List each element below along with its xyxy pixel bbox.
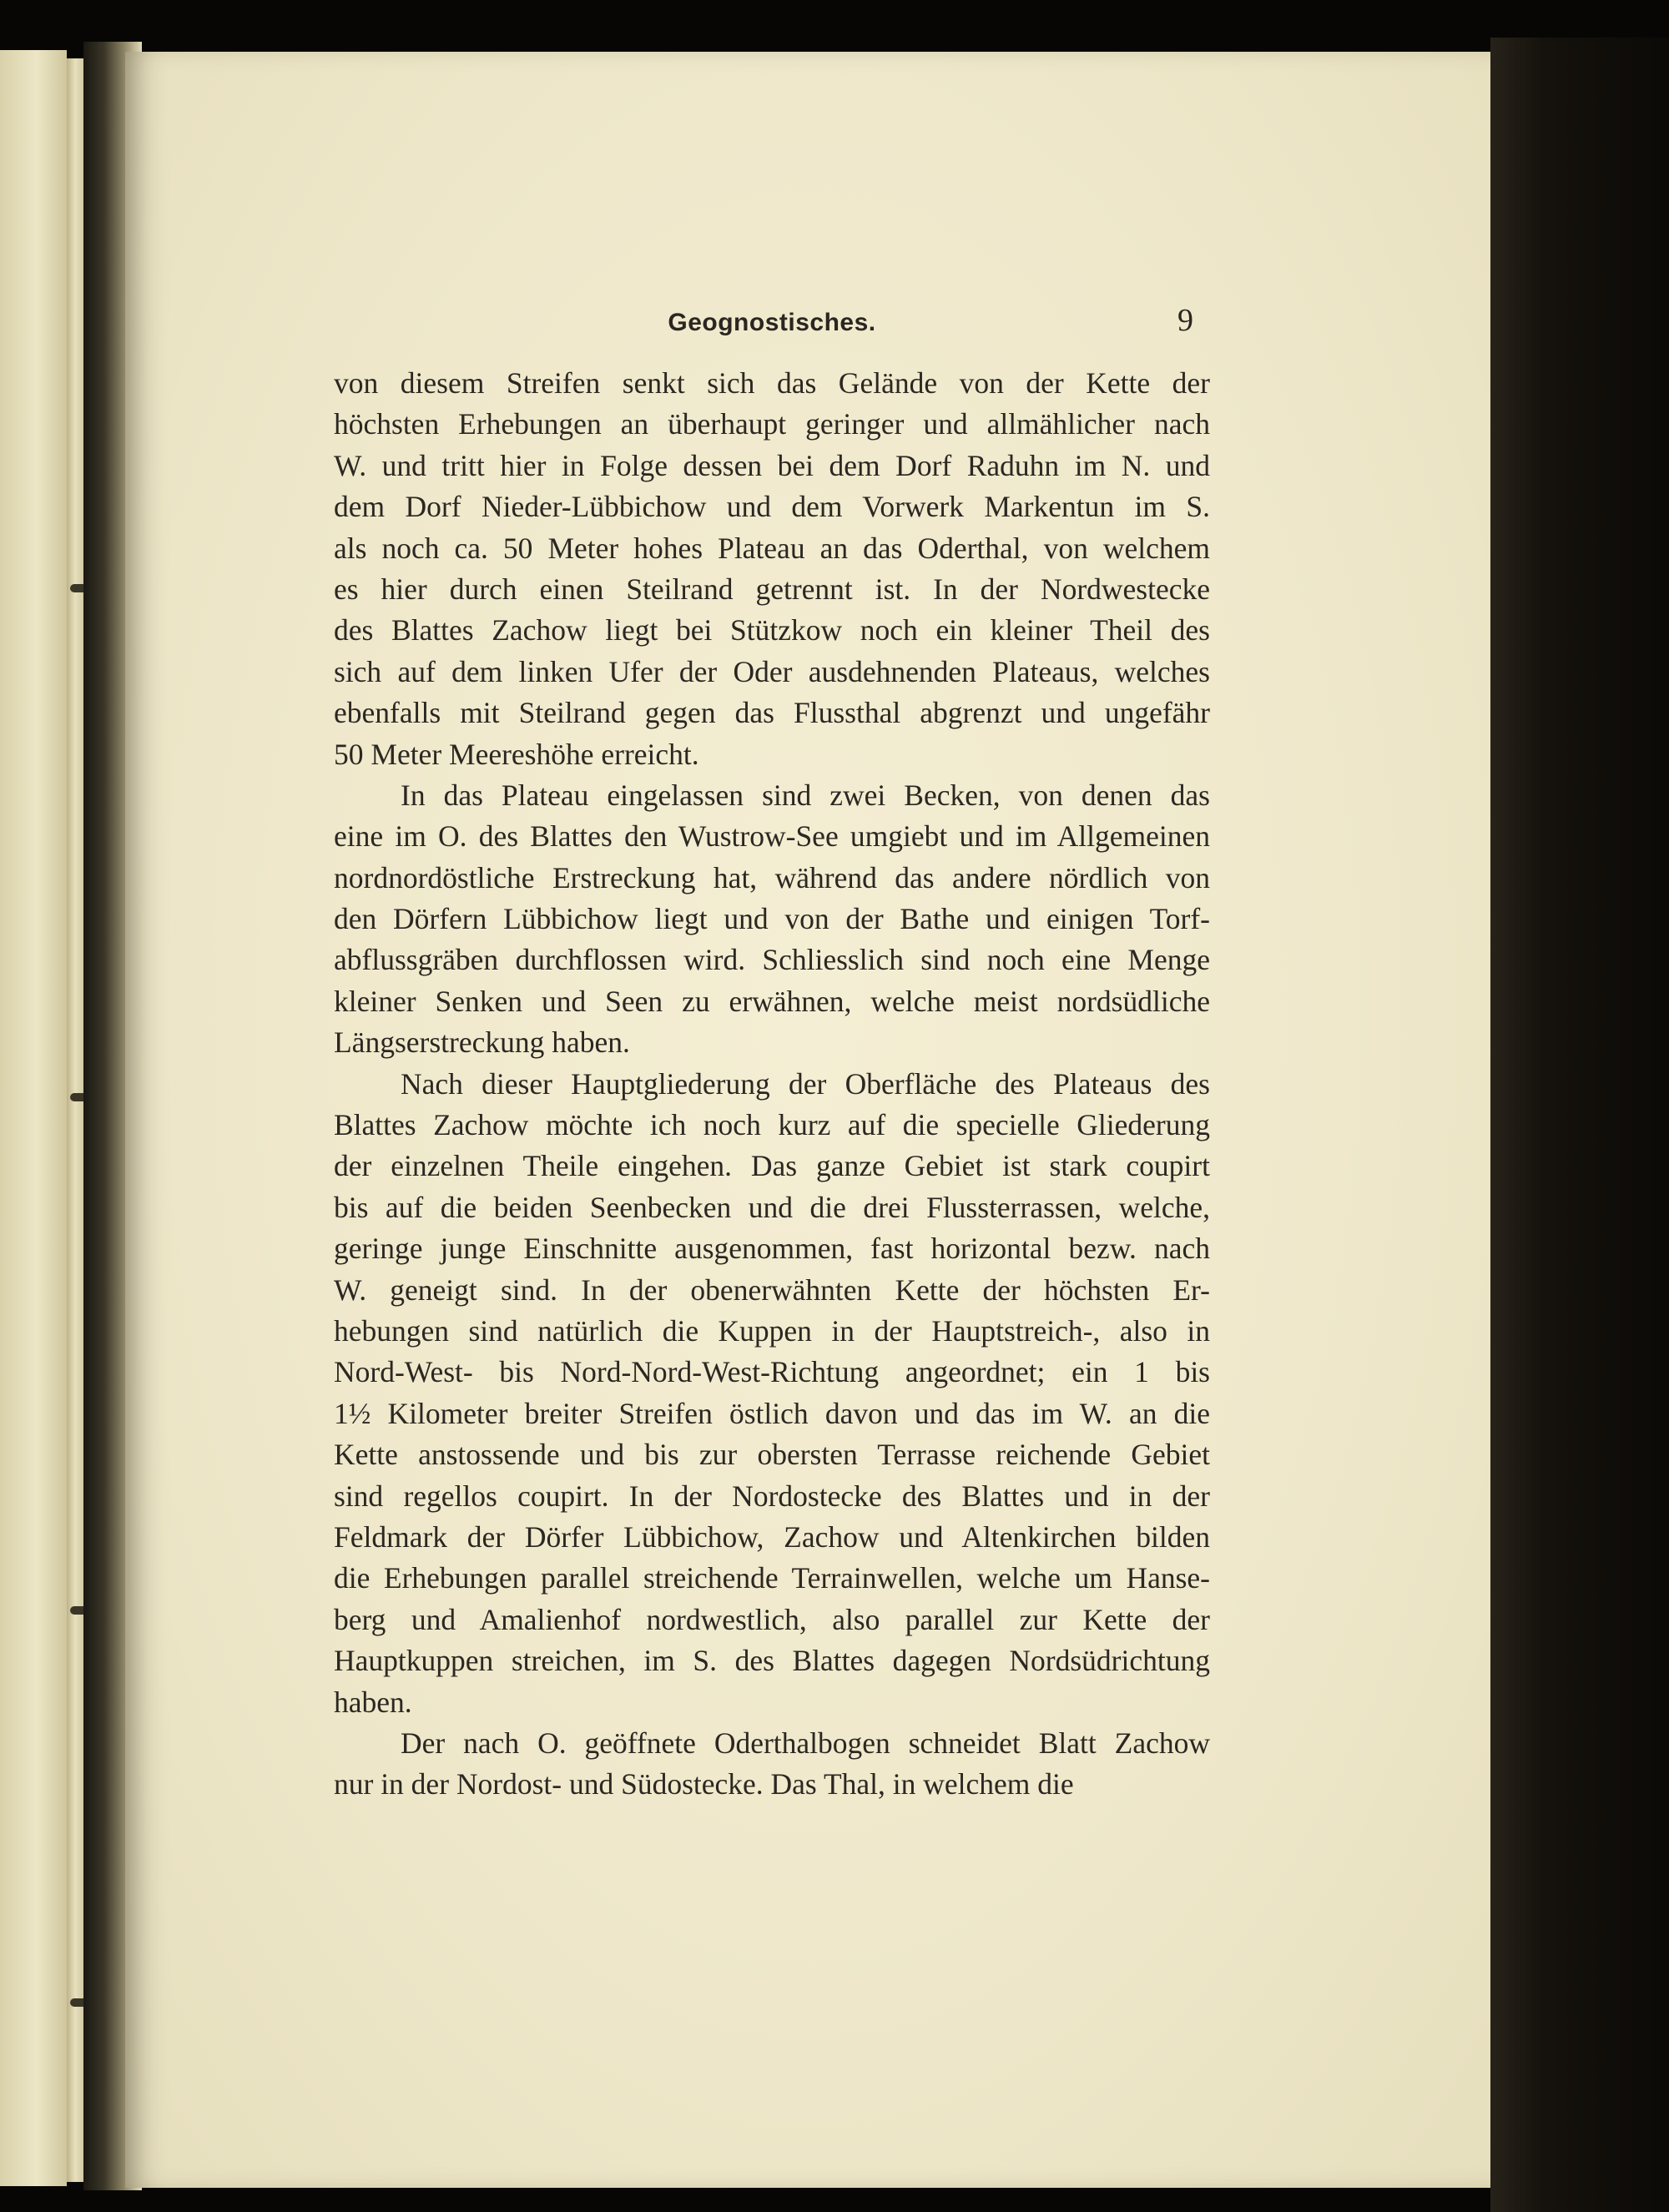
text-line: W. geneigt sind. In der obenerwähnten Kette der höchsten Er-	[334, 1272, 1210, 1307]
text-line: abflussgräben durchflossen wird. Schliesslich sind noch eine Menge	[334, 943, 1210, 977]
text-line: Nach dieser Hauptgliederung der Oberfläche des Plateaus des	[401, 1066, 1210, 1101]
text-line: W. und tritt hier in Folge dessen bei dem Dorf Raduhn im N. und	[334, 448, 1210, 482]
text-line: Kette anstossende und bis zur obersten Terrasse reichende Gebiet	[334, 1438, 1210, 1472]
text-line: den Dörfern Lübbichow liegt und von der Bathe und einigen Torf-	[334, 902, 1210, 936]
text-line: haben.	[334, 1685, 412, 1719]
text-line: kleiner Senken und Seen zu erwähnen, welche meist nordsüdliche	[334, 984, 1210, 1018]
text-line: geringe junge Einschnitte ausgenommen, fast horizontal bezw. nach	[334, 1232, 1210, 1266]
text-line: sind regellos coupirt. In der Nordostecke des Blattes und in der	[334, 1479, 1210, 1513]
text-line: berg und Amalienhof nordwestlich, also parallel zur Kette der	[334, 1602, 1210, 1636]
text-line: hebungen sind natürlich die Kuppen in der Hauptstreich-, also in	[334, 1313, 1210, 1348]
text-line: Der nach O. geöffnete Oderthalbogen schneidet Blatt Zachow	[401, 1726, 1210, 1760]
text-line: des Blattes Zachow liegt bei Stützkow noch ein kleiner Theil des	[334, 613, 1210, 647]
text-line: bis auf die beiden Seenbecken und die drei Flussterrassen, welche,	[334, 1190, 1210, 1224]
text-line: der einzelnen Theile eingehen. Das ganze Gebiet ist stark coupirt	[334, 1149, 1210, 1183]
text-line: sich auf dem linken Ufer der Oder ausdehnenden Plateaus, welches	[334, 654, 1210, 688]
text-line: Blattes Zachow möchte ich noch kurz auf die specielle Gliederung	[334, 1108, 1210, 1142]
text-line: 1½ Kilometer breiter Streifen östlich davon und das im W. an die	[334, 1396, 1210, 1430]
paragraph-container	[334, 363, 1210, 1806]
text-line: dem Dorf Nieder-Lübbichow und dem Vorwerk Markentun im S.	[334, 490, 1210, 524]
text-line: Hauptkuppen streichen, im S. des Blattes dagegen Nordsüdrichtung	[334, 1644, 1210, 1678]
page-stack-edge	[67, 58, 83, 2182]
text-line: als noch ca. 50 Meter hohes Plateau an das Oderthal, von welchem	[334, 531, 1210, 565]
text-line: nordnordöstliche Erstreckung hat, während das andere nördlich von	[334, 860, 1210, 894]
paragraph	[334, 1723, 1210, 1806]
text-line: Nord-West- bis Nord-Nord-West-Richtung angeordnet; ein 1 bis	[334, 1355, 1210, 1389]
text-line: eine im O. des Blattes den Wustrow-See umgiebt und im Allgemeinen	[334, 819, 1210, 854]
paragraph	[334, 775, 1210, 1064]
text-line: ebenfalls mit Steilrand gegen das Flussthal abgrenzt und ungefähr	[334, 696, 1210, 730]
text-line: Feldmark der Dörfer Lübbichow, Zachow und Altenkirchen bilden	[334, 1519, 1210, 1554]
text-line: es hier durch einen Steilrand getrennt ist. In der Nordwestecke	[334, 572, 1210, 606]
text-line: von diesem Streifen senkt sich das Gelände von der Kette der	[334, 366, 1210, 400]
text-line: höchsten Erhebungen an überhaupt geringer und allmählicher nach	[334, 407, 1210, 441]
running-head-title: Geognostisches.	[668, 309, 876, 336]
text-line: In das Plateau eingelassen sind zwei Becken, von denen das	[401, 778, 1210, 812]
text-line: 50 Meter Meereshöhe erreicht.	[334, 737, 699, 771]
previous-page-edge	[0, 50, 67, 2186]
text-line: die Erhebungen parallel streichende Terrainwellen, welche um Hanse-	[334, 1561, 1210, 1595]
text-line: Längserstreckung haben.	[334, 1025, 630, 1060]
paragraph	[334, 363, 1210, 775]
paragraph	[334, 1064, 1210, 1723]
page-number: 9	[1177, 303, 1193, 338]
book-cover-edge	[1490, 38, 1669, 2212]
body-text	[334, 363, 1210, 1806]
text-line: nur in der Nordost- und Südostecke. Das Thal, in welchem die	[334, 1767, 1074, 1801]
running-head	[334, 303, 1210, 350]
